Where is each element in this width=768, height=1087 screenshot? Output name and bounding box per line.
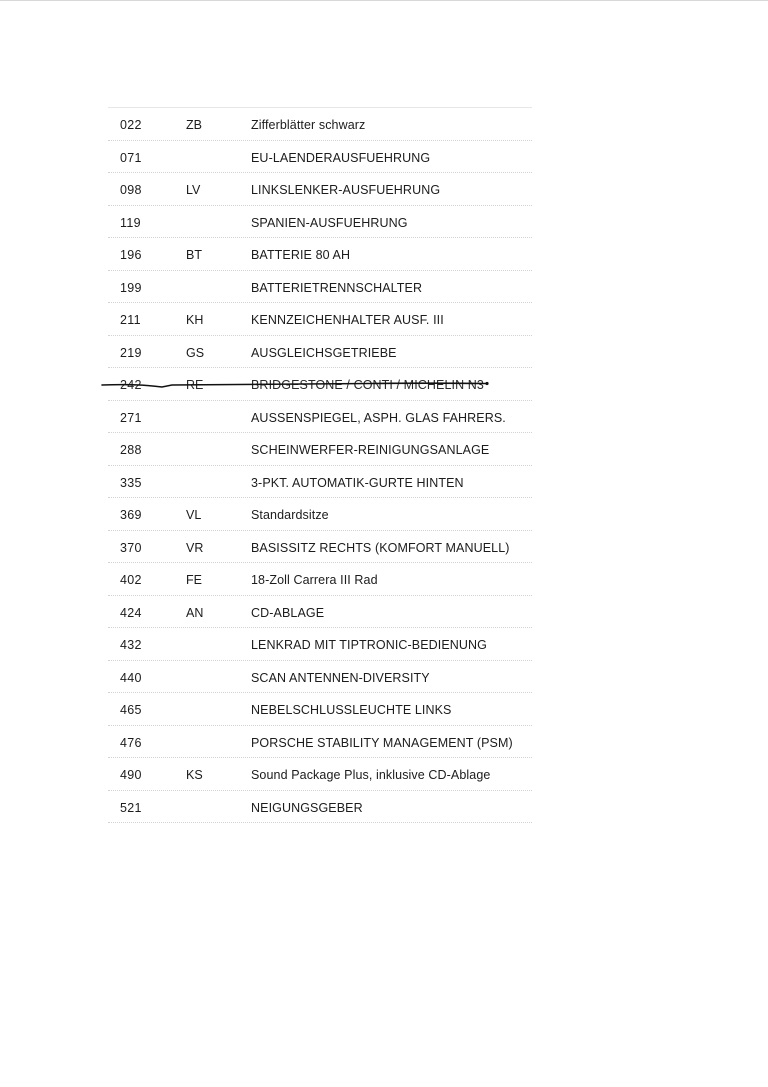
option-code: 370 [120,540,142,555]
option-row [108,628,532,661]
option-row [108,758,532,791]
option-abbreviation: GS [186,345,205,360]
scan-top-edge [0,0,768,1]
option-row [108,108,532,141]
option-code: 199 [120,280,142,295]
option-row [108,141,532,174]
option-abbreviation: BT [186,248,202,262]
option-abbreviation: FE [186,573,202,587]
option-code: 119 [120,215,141,230]
option-row [108,791,532,824]
option-description: LINKSLENKER-AUSFUEHRUNG [251,183,441,197]
option-abbreviation: VL [186,508,202,522]
option-description: SPANIEN-AUSFUEHRUNG [251,215,408,230]
option-code: 465 [120,703,142,717]
option-row [108,693,532,726]
option-code: 196 [120,248,142,262]
option-description: BATTERIE 80 AH [251,248,351,262]
options-list [108,108,532,823]
option-description: SCAN ANTENNEN-DIVERSITY [251,670,430,685]
option-code: 211 [120,313,141,327]
option-code: 432 [120,638,142,652]
option-code: 242 [120,378,142,392]
option-code: 098 [120,183,142,197]
option-row [108,596,532,629]
option-abbreviation: LV [186,183,201,197]
option-row [108,563,532,596]
option-code: 521 [120,800,142,815]
option-row [108,238,532,271]
option-code: 402 [120,573,142,587]
option-description: Sound Package Plus, inklusive CD-Ablage [251,768,491,782]
option-abbreviation: VR [186,540,204,555]
option-code: 288 [120,443,142,457]
option-row [108,206,532,239]
option-row [108,401,532,434]
option-abbreviation: RE [186,378,204,392]
option-description: BATTERIETRENNSCHALTER [251,280,423,295]
option-row [108,271,532,304]
handwritten-strikethrough-line [100,368,500,399]
option-code: 440 [120,670,142,685]
options-table [108,107,532,823]
option-description: Zifferblätter schwarz [251,118,366,132]
option-row [108,433,532,466]
option-code: 369 [120,508,142,522]
option-row [108,498,532,531]
option-description: CD-ABLAGE [251,605,325,620]
option-row [108,531,532,564]
option-code: 219 [120,345,142,360]
option-row [108,336,532,369]
option-abbreviation: AN [186,605,204,620]
option-abbreviation: KS [186,768,203,782]
option-code: 490 [120,768,142,782]
option-description: BASISSITZ RECHTS (KOMFORT MANUELL) [251,540,510,555]
option-abbreviation: KH [186,313,204,327]
option-description: BRIDGESTONE / CONTI / MICHELIN N3 [251,378,484,392]
option-code: 335 [120,475,142,490]
option-row [108,661,532,694]
option-abbreviation: ZB [186,118,202,132]
option-row [108,726,532,759]
option-description: EU-LAENDERAUSFUEHRUNG [251,150,431,165]
option-description: PORSCHE STABILITY MANAGEMENT (PSM) [251,735,513,750]
option-description: LENKRAD MIT TIPTRONIC-BEDIENUNG [251,638,487,652]
option-code: 071 [120,150,142,165]
option-row-struck [108,368,532,401]
option-row [108,466,532,499]
option-description: SCHEINWERFER-REINIGUNGSANLAGE [251,443,490,457]
option-description: 18-Zoll Carrera III Rad [251,573,378,587]
option-row [108,303,532,336]
option-description: Standardsitze [251,508,329,522]
option-description: AUSGLEICHSGETRIEBE [251,345,397,360]
option-code: 424 [120,605,142,620]
option-row [108,173,532,206]
option-description: KENNZEICHENHALTER AUSF. III [251,313,444,327]
option-code: 271 [120,410,142,425]
option-description: NEBELSCHLUSSLEUCHTE LINKS [251,703,452,717]
option-code: 022 [120,118,142,132]
option-description: 3-PKT. AUTOMATIK-GURTE HINTEN [251,475,464,490]
option-description: AUSSENSPIEGEL, ASPH. GLAS FAHRERS. [251,410,506,425]
option-code: 476 [120,735,142,750]
option-description: NEIGUNGSGEBER [251,800,363,815]
